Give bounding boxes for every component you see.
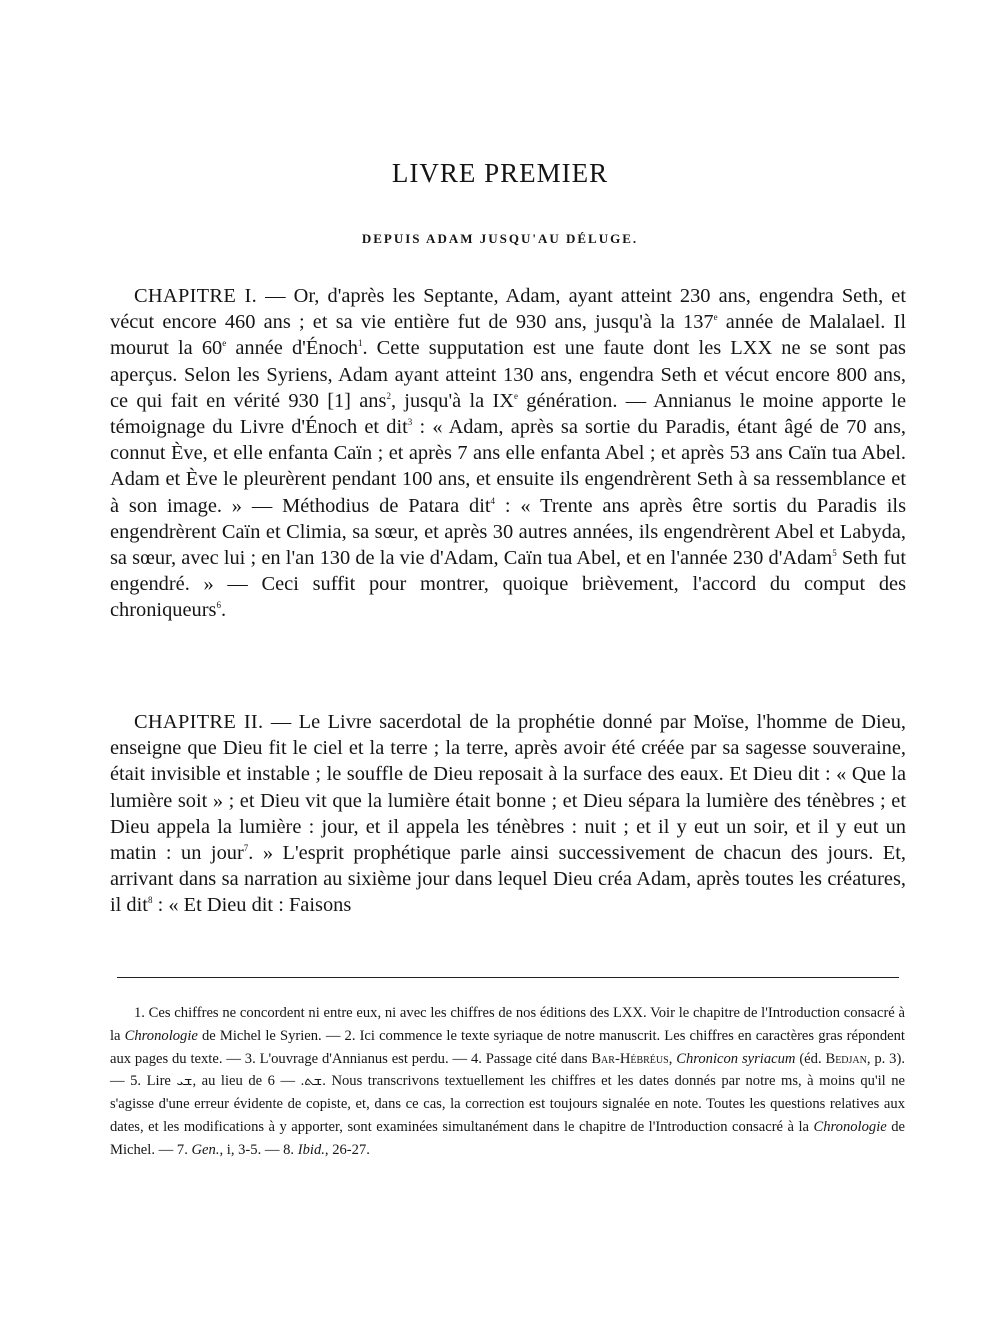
- chapter-2-text: . » L'esprit prophétique parle ainsi successivement de chacun des jours. Et, arrivant dans sa narration au sixième jour dans lequel Dieu créa Adam, après toutes les créatures, il dit: [110, 842, 906, 917]
- footnote-italic: Chronicon syriacum: [676, 1050, 796, 1067]
- chapter-1-text: — Or, d'après les Septante, Adam, ayant atteint 230 ans, engendra Seth, et vécut encore 460 ans ; et sa vie entière fut de 930 ans, jusqu'à la 137: [110, 285, 906, 334]
- book-title: LIVRE PREMIER: [391, 158, 609, 188]
- footnote-text: (éd.: [795, 1050, 826, 1067]
- ordinal-mark: e: [222, 338, 227, 349]
- syriac-word: ܫܬ: [304, 1073, 323, 1090]
- footnote-text: Ces chiffres ne concordent ni entre eux, ni avec les chiffres de nos éditions des LXX. Voir le chapitre de l'Introduction consacré à la: [110, 1005, 905, 1044]
- syriac-word: ܫܝ: [176, 1073, 193, 1090]
- footnote-text: , au lieu de: [192, 1073, 268, 1090]
- footnotes-block: [110, 1002, 905, 1162]
- footnote-number: 5.: [130, 1073, 142, 1090]
- chapter-1-text: . Cette supputation est une faute dont les LXX ne se sont pas aperçus. Selon les Syriens, Adam ayant atteint 130 ans, engendra Seth et vécut encore 800 ans, ce qui fait en vérité 930 [1] ans: [110, 337, 906, 412]
- chapter-2-text: — Le Livre sacerdotal de la prophétie donné par Moïse, l'homme de Dieu, enseigne que Dieu fit le ciel et la terre ; la terre, après avoir été créée par sa sagesse souveraine, était invisible et instable ; le souffle de Dieu reposait à la surface des eaux. Et Dieu dit : « Que la lumière soit » ; et Dieu vit que la lumière était bonne ; et Dieu sépara la lumière des ténèbres ; et Dieu appela la lumière : jour, et il appela les ténèbres : nuit ; et il y eut un soir, et il y eut un matin : un jour: [110, 711, 906, 865]
- footnote-italic: Chronologie: [124, 1027, 198, 1044]
- ordinal-mark: e: [514, 391, 518, 402]
- footnote-ref-4[interactable]: 4: [490, 495, 496, 506]
- footnote-text: Passage cité dans: [481, 1050, 592, 1067]
- footnote-text: Ici commence le texte syriaque de notre manuscrit. Les chiffres en caractères gras répondent aux pages du texte. —: [110, 1027, 905, 1067]
- footnote-ref-5[interactable]: 5: [832, 548, 837, 559]
- footnote-text: . —: [274, 1073, 305, 1090]
- chapter-1-paragraph: [110, 283, 906, 624]
- footnote-text: Lire: [141, 1073, 177, 1090]
- footnote-italic: Gen.: [191, 1141, 220, 1158]
- footnote-number: 8.: [283, 1141, 295, 1158]
- footnote-text: L'ouvrage d'Annianus est perdu. —: [255, 1050, 471, 1067]
- footnote-ref-6[interactable]: 6: [216, 600, 221, 611]
- chapter-1-text: : « Adam, après sa sortie du Paradis, étant âgé de 70 ans, connut Ève, et elle enfanta Caïn ; et après 7 ans elle enfanta Abel ; et après 53 ans Caïn tua Abel. Adam et Ève le pleurèrent pendant 100 ans, et ensuite ils engendrèrent Seth à sa ressemblance et à son image. » — Méthodius de Patara dit: [110, 416, 906, 517]
- footnote-italic: Ibid.: [297, 1141, 325, 1158]
- chapter-2-paragraph: [110, 709, 906, 919]
- footnote-number: 3.: [244, 1050, 256, 1067]
- footnote-author: Bar-Hébréus: [591, 1050, 669, 1067]
- footnote-number: 4.: [470, 1050, 482, 1067]
- footnote-ref-8[interactable]: 8: [147, 895, 153, 906]
- footnote-ref-2[interactable]: 2: [386, 391, 391, 402]
- footnote-ref-7[interactable]: 7: [243, 843, 249, 854]
- ordinal-mark: e: [713, 312, 718, 323]
- footnote-number: 1.: [134, 1005, 145, 1021]
- chapter-1-text: .: [220, 599, 227, 622]
- footnote-text: , p. 3). —: [110, 1050, 905, 1090]
- chapter-1-label: CHAPITRE I.: [134, 285, 257, 307]
- chapter-1-text: année d'Énoch: [226, 337, 358, 360]
- footnote-divider: [117, 977, 899, 978]
- chapter-1-text: génération. — Annianus le moine apporte le témoignage du Livre d'Énoch et dit: [110, 389, 907, 439]
- chapter-1-text: année de Malalael. Il mourut la 60: [110, 311, 906, 360]
- chapter-1-text: Seth fut engendré. » — Ceci suffit pour montrer, quoique brièvement, l'accord du comput des chroniqueurs: [110, 547, 906, 622]
- footnote-number: 2.: [344, 1027, 356, 1044]
- footnote-ref-1[interactable]: 1: [357, 338, 363, 349]
- footnote-ref-3[interactable]: 3: [407, 417, 413, 428]
- footnote-editor: Bedjan: [825, 1050, 867, 1067]
- footnote-text: ,: [668, 1050, 677, 1067]
- chapter-2-label: CHAPITRE II.: [134, 711, 264, 733]
- footnote-text: , 26-27.: [324, 1141, 370, 1158]
- chapter-1-text: , jusqu'à la IX: [390, 389, 514, 412]
- footnote-italic: Chronologie: [813, 1118, 887, 1135]
- footnote-text: de Michel le Syrien. —: [197, 1027, 345, 1044]
- footnote-text: de Michel. —: [110, 1118, 905, 1158]
- book-subtitle: DEPUIS ADAM JUSQU'AU DÉLUGE.: [361, 231, 639, 246]
- footnote-text: , i, 3-5. —: [219, 1141, 284, 1158]
- footnote-number: 7.: [176, 1141, 188, 1158]
- chapter-2-text: : « Et Dieu dit : Faisons: [152, 894, 352, 917]
- chapter-1-text: : « Trente ans après être sortis du Paradis ils engendrèrent Caïn et Climia, sa sœur, et après 30 autres années, ils engendrèrent Abel et Labyda, sa sœur, avec lui ; en l'an 130 de la vie d'Adam, Caïn tua Abel, et en l'année 230 d'Adam: [110, 494, 907, 570]
- footnote-number: 6.: [267, 1073, 326, 1090]
- footnote-text: Nous transcrivons textuellement les chiffres et les dates donnés par notre ms, à moins qu'il ne s'agisse d'une erreur évidente de copiste, et, dans ce cas, la correction est toujours signalée en note. Toutes les questions relatives aux dates, et les modifications à y apporter, sont examinées simultanément dans le chapitre de l'Introduction consacré à la: [110, 1073, 906, 1135]
